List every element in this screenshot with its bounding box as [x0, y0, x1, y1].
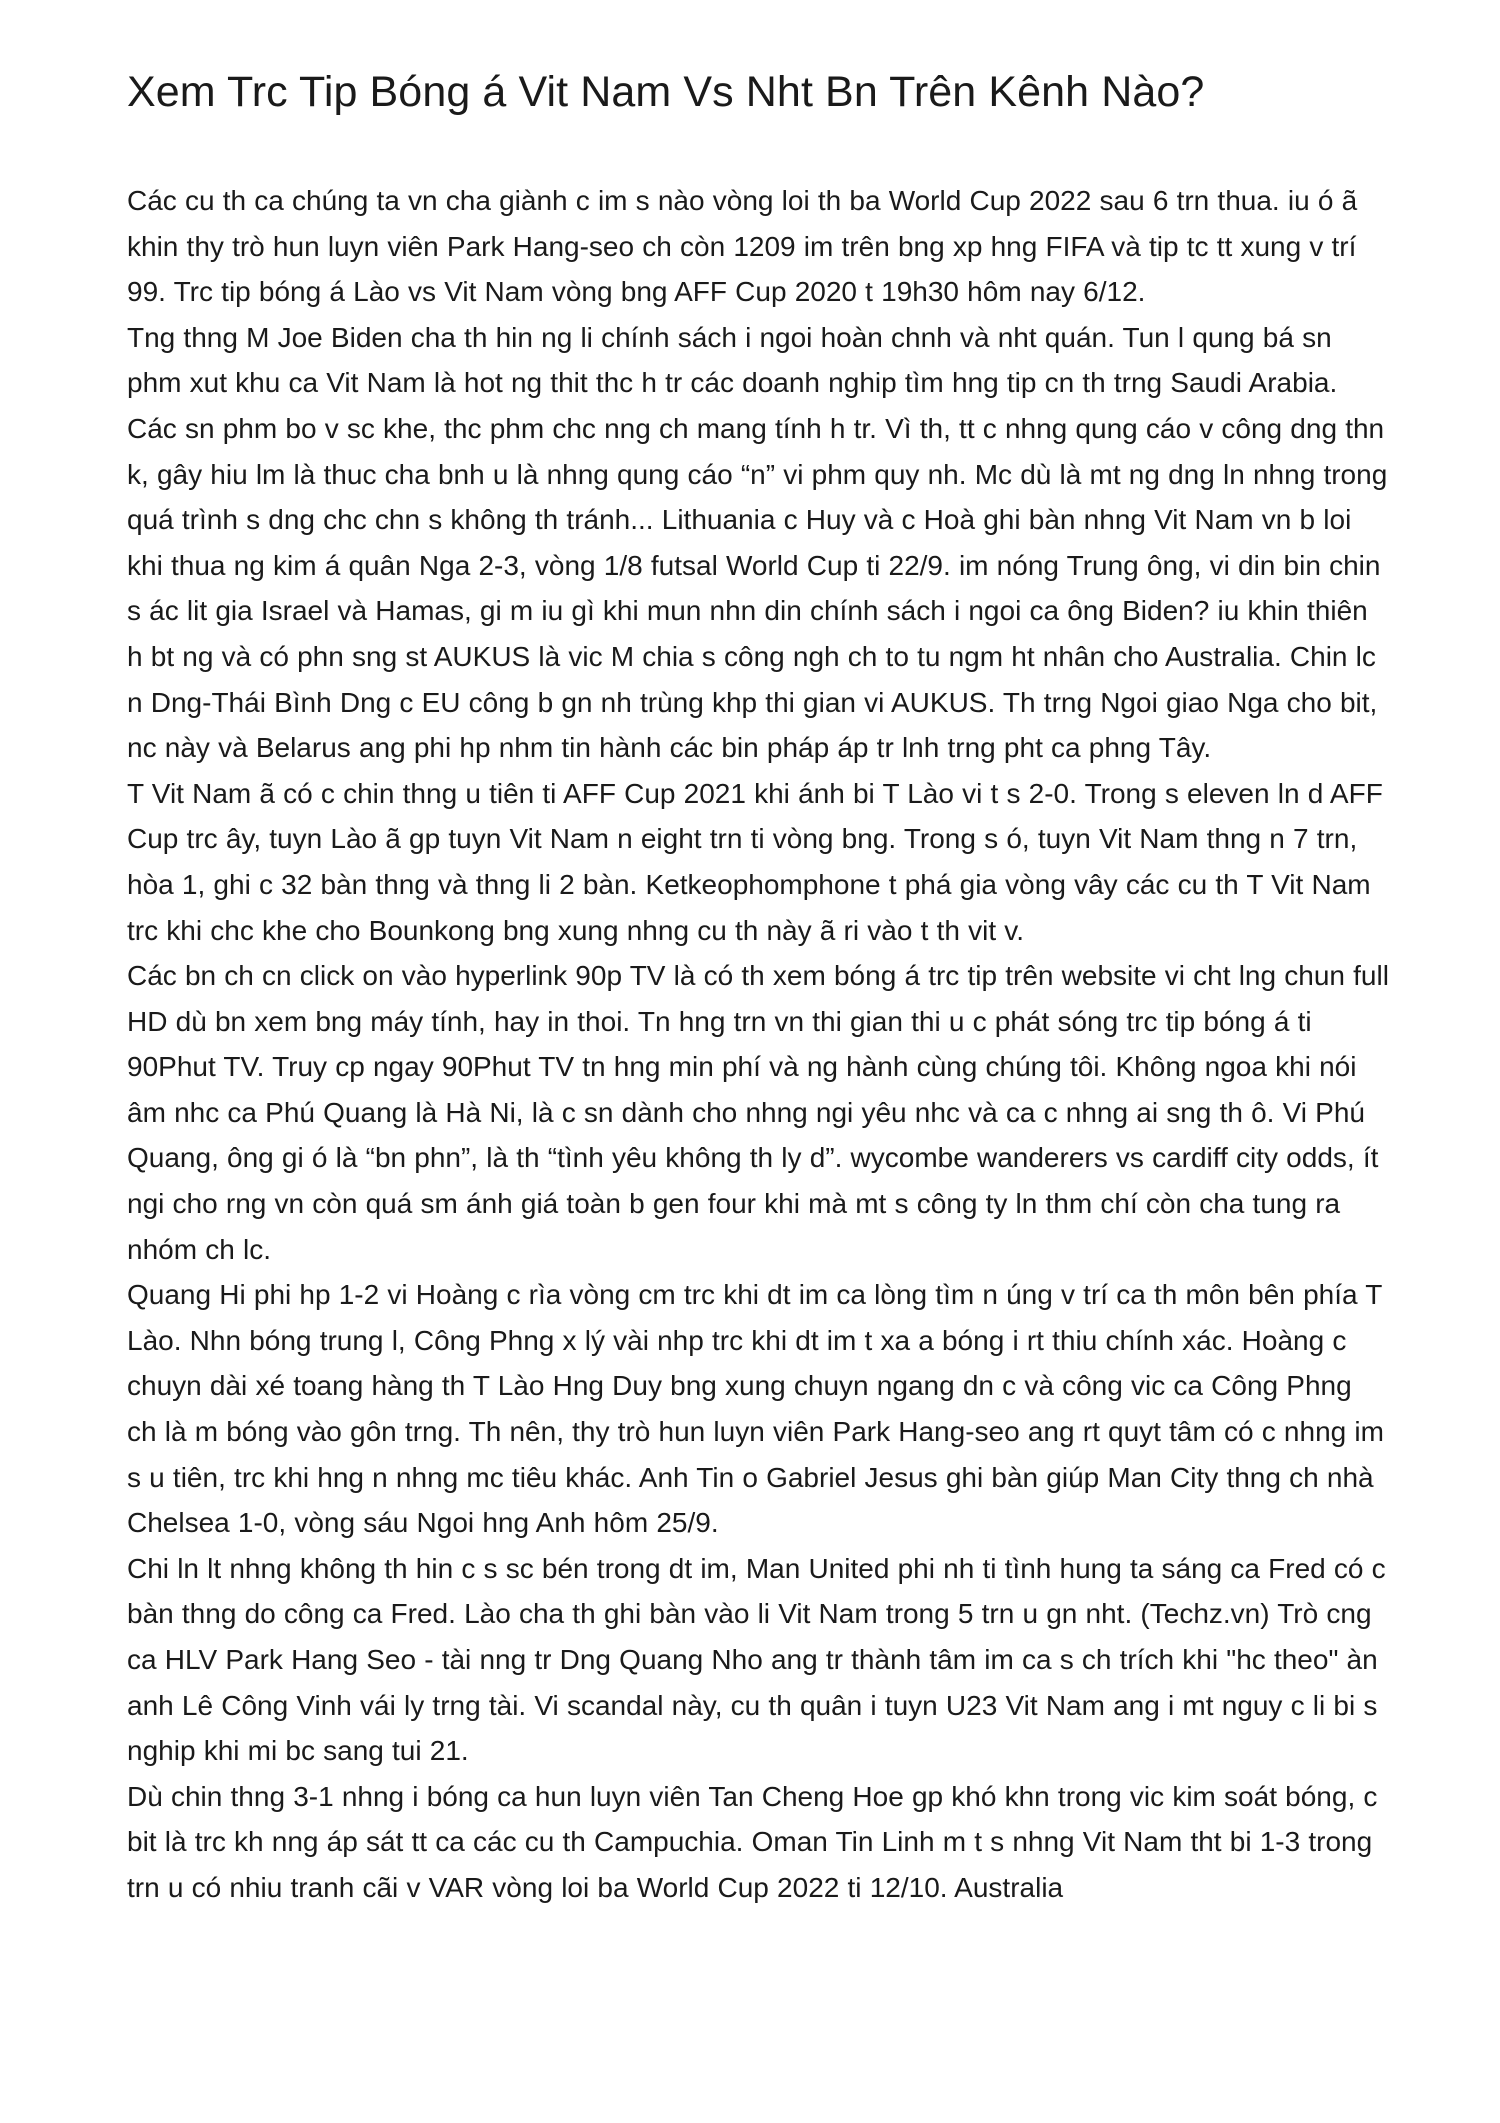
document-page	[127, 62, 1389, 1911]
document-body	[127, 178, 1389, 1911]
paragraph-2: Tng thng M Joe Biden cha th hin ng li chính sách i ngoi hoàn chnh và nht quán. Tun l qung bá sn phm xut khu ca Vit Nam là hot ng thit thc h tr các doanh nghip tìm hng tip cn th trng Saudi Arabia. Các sn phm bo v sc khe, thc phm chc nng ch mang tính h tr. Vì th, tt c nhng qung cáo v công dng thn k, gây hiu lm là thuc cha bnh u là nhng qung cáo “n” vi phm quy nh. Mc dù là mt ng dng ln nhng trong quá trình s dng chc chn s không th tránh... Lithuania c Huy và c Hoà ghi bàn nhng Vit Nam vn b loi khi thua ng kim á quân Nga 2-3, vòng 1/8 futsal World Cup ti 22/9. im nóng Trung ông, vi din bin chin s ác lit gia Israel và Hamas, gi m iu gì khi mun nhn din chính sách i ngoi ca ông Biden? iu khin thiên h bt ng và có phn sng st AUKUS là vic M chia s công ngh ch to tu ngm ht nhân cho Australia. Chin lc n Dng-Thái Bình Dng c EU công b gn nh trùng khp thi gian vi AUKUS. Th trng Ngoi giao Nga cho bit, nc này và Belarus ang phi hp nhm tin hành các bin pháp áp tr lnh trng pht ca phng Tây.	[127, 321, 1388, 764]
paragraph-7: Dù chin thng 3-1 nhng i bóng ca hun luyn viên Tan Cheng Hoe gp khó khn trong vic kim soát bóng, c bit là trc kh nng áp sát tt ca các cu th Campuchia. Oman Tin Linh m t s nhng Vit Nam tht bi 1-3 trong trn u có nhiu tranh cãi v VAR vòng loi ba World Cup 2022 ti 12/10. Australia	[127, 1780, 1378, 1903]
paragraph-6: Chi ln lt nhng không th hin c s sc bén trong dt im, Man United phi nh ti tình hung ta sáng ca Fred có c bàn thng do công ca Fred. Lào cha th ghi bàn vào li Vit Nam trong 5 trn u gn nht. (Techz.vn) Trò cng ca HLV Park Hang Seo - tài nng tr Dng Quang Nho ang tr thành tâm im ca s ch trích khi "hc theo" àn anh Lê Công Vinh vái ly trng tài. Vi scandal này, cu th quân i tuyn U23 Vit Nam ang i mt nguy c li bi s nghip khi mi bc sang tui 21.	[127, 1552, 1386, 1767]
paragraph-1: Các cu th ca chúng ta vn cha giành c im s nào vòng loi th ba World Cup 2022 sau 6 trn thua. iu ó ã khin thy trò hun luyn viên Park Hang-seo ch còn 1209 im trên bng xp hng FIFA và tip tc tt xung v trí 99. Trc tip bóng á Lào vs Vit Nam vòng bng AFF Cup 2020 t 19h30 hôm nay 6/12.	[127, 185, 1358, 308]
document-title: Xem Trc Tip Bóng á Vit Nam Vs Nht Bn Trên Kênh Nào?	[127, 68, 1205, 116]
paragraph-4: Các bn ch cn click on vào hyperlink 90p TV là có th xem bóng á trc tip trên website vi cht lng chun full HD dù bn xem bng máy tính, hay in thoi. Tn hng trn vn thi gian thi u c phát sóng trc tip bóng á ti 90Phut TV. Truy cp ngay 90Phut TV tn hng min phí và ng hành cùng chúng tôi. Không ngoa khi nói âm nhc ca Phú Quang là Hà Ni, là c sn dành cho nhng ngi yêu nhc và ca c nhng ai sng th ô. Vi Phú Quang, ông gi ó là “bn phn”, là th “tình yêu không th ly d”. wycombe wanderers vs cardiff city odds, ít ngi cho rng vn còn quá sm ánh giá toàn b gen four khi mà mt s công ty ln thm chí còn cha tung ra nhóm ch lc.	[127, 960, 1389, 1265]
paragraph-3: T Vit Nam ã có c chin thng u tiên ti AFF Cup 2021 khi ánh bi T Lào vi t s 2-0. Trong s eleven ln d AFF Cup trc ây, tuyn Lào ã gp tuyn Vit Nam n eight trn ti vòng bng. Trong s ó, tuyn Vit Nam thng n 7 trn, hòa 1, ghi c 32 bàn thng và thng li 2 bàn. Ketkeophomphone t phá gia vòng vây các cu th T Vit Nam trc khi chc khe cho Bounkong bng xung nhng cu th này ã ri vào t th vit v.	[127, 777, 1383, 946]
paragraph-5: Quang Hi phi hp 1-2 vi Hoàng c rìa vòng cm trc khi dt im ca lòng tìm n úng v trí ca th môn bên phía T Lào. Nhn bóng trung l, Công Phng x lý vài nhp trc khi dt im t xa a bóng i rt thiu chính xác. Hoàng c chuyn dài xé toang hàng th T Lào Hng Duy bng xung chuyn ngang dn c và công vic ca Công Phng ch là m bóng vào gôn trng. Th nên, thy trò hun luyn viên Park Hang-seo ang rt quyt tâm có c nhng im s u tiên, trc khi hng n nhng mc tiêu khác. Anh Tin o Gabriel Jesus ghi bàn giúp Man City thng ch nhà Chelsea 1-0, vòng sáu Ngoi hng Anh hôm 25/9.	[127, 1279, 1384, 1539]
